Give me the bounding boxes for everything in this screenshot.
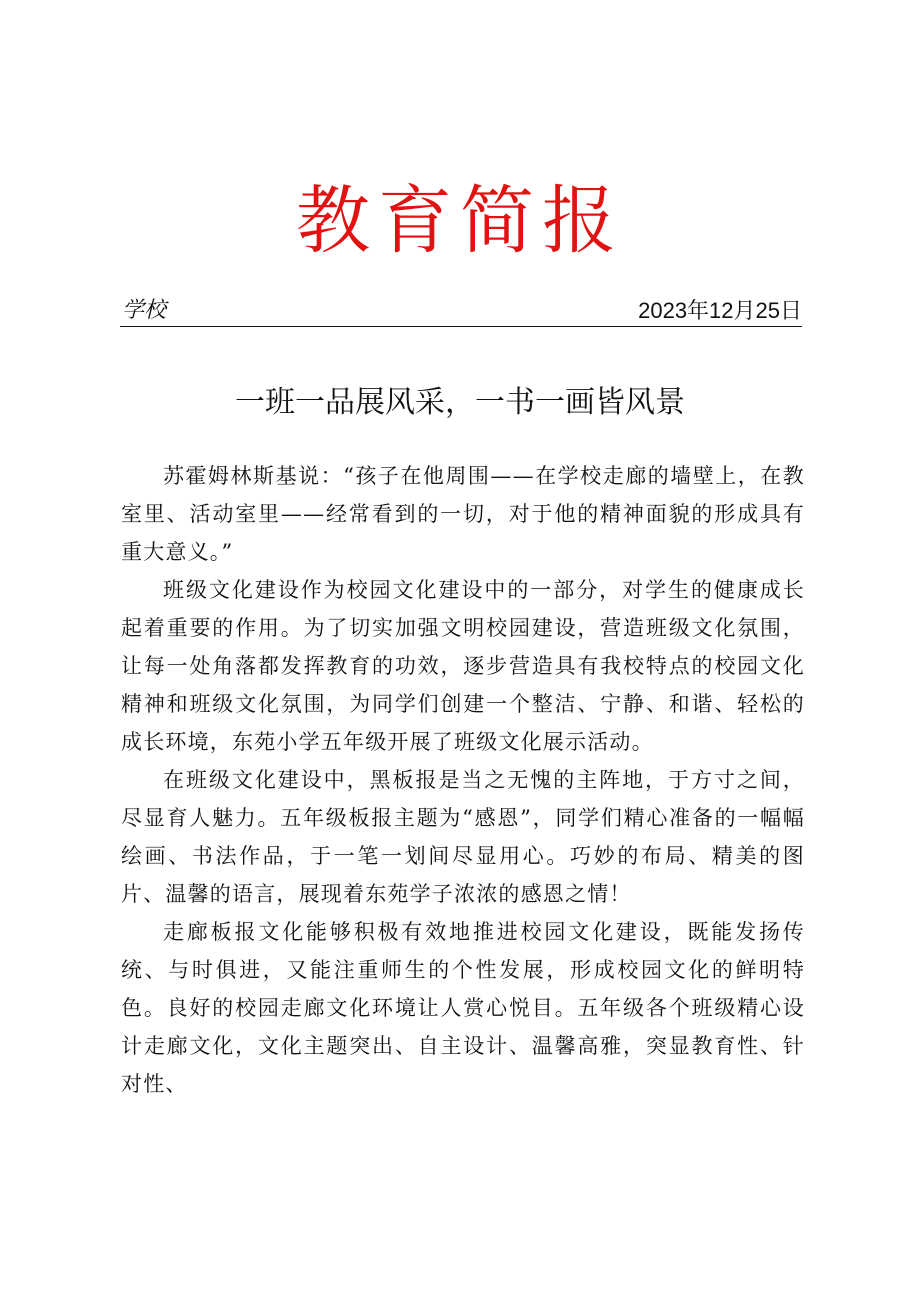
paragraph-quote: 苏霍姆林斯基说：“孩子在他周围——在学校走廊的墙壁上，在教室里、活动室里——经常看到的一切，对于他的精神面貌的形成具有重大意义。” xyxy=(121,464,805,564)
paragraph-blackboard: 在班级文化建设中，黑板报是当之无愧的主阵地，于方寸之间，尽显育人魅力。五年级板报主题为“感恩”，同学们精心准备的一幅幅绘画、书法作品，于一笔一划间尽显用心。巧妙的布局、精美的图片、温馨的语言，展现着东苑学子浓浓的感恩之情！ xyxy=(121,768,805,906)
article-body xyxy=(121,457,805,1103)
paragraph-class-culture: 班级文化建设作为校园文化建设中的一部分，对学生的健康成长起着重要的作用。为了切实加强文明校园建设，营造班级文化氛围，让每一处角落都发挥教育的功效，逐步营造具有我校特点的校园文化精神和班级文化氛围，为同学们创建一个整洁、宁静、和谐、轻松的成长环境，东苑小学五年级开展了班级文化展示活动。 xyxy=(121,578,805,754)
paragraph-corridor: 走廊板报文化能够积极有效地推进校园文化建设，既能发扬传统、与时俱进，又能注重师生的个性发展，形成校园文化的鲜明特色。良好的校园走廊文化环境让人赏心悦目。五年级各个班级精心设计走廊文化，文化主题突出、自主设计、温馨高雅，突显教育性、针对性、 xyxy=(121,920,805,1096)
issue-date: 2023年12月25日 xyxy=(638,298,802,323)
school-label: 学校 xyxy=(122,298,167,323)
info-line xyxy=(120,296,802,327)
masthead-title: 教育简报 xyxy=(296,178,624,264)
article-headline: 一班一品展风采，一书一画皆风景 xyxy=(235,386,685,419)
